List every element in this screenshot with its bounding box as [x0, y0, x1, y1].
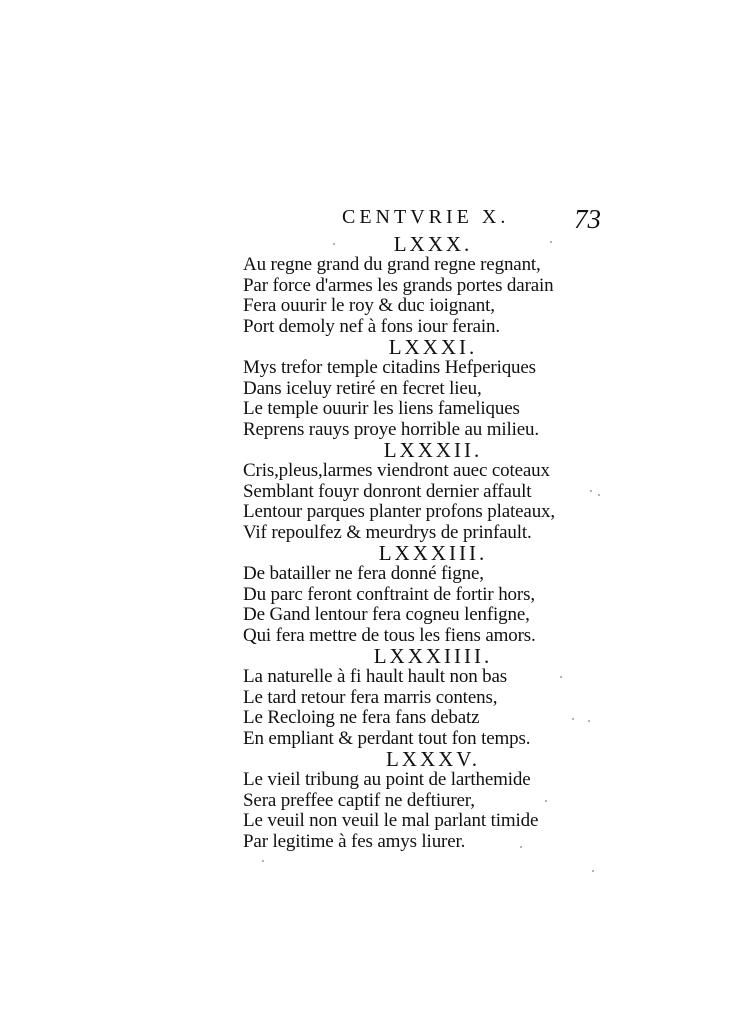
print-speck: [560, 676, 562, 678]
print-speck: [590, 490, 592, 492]
quatrain-numeral: LXXXII.: [383, 438, 483, 462]
quatrain-84: [243, 646, 603, 749]
verse-line: Du parc feront conftraint de fortir hors,: [243, 583, 535, 605]
verse-line: Semblant fouyr donront dernier affault: [243, 480, 532, 502]
verse-line: Cris,pleus,larmes viendront auec coteaux: [243, 460, 550, 481]
verse-line: En empliant & perdant tout fon temps.: [243, 727, 531, 749]
print-speck: [598, 494, 600, 496]
quatrain-85: [243, 749, 603, 852]
verse-line: De Gand lentour fera cogneu lenfigne,: [243, 604, 530, 625]
verse-line: Dans iceluy retiré en fecret lieu,: [243, 377, 482, 399]
verse-line: Fera ouurir le roy & duc ioignant,: [243, 295, 495, 316]
verse-line: Mys trefor temple citadins Hefperiques: [243, 357, 536, 378]
verse-line: La naturelle à fi hault hault non bas: [243, 666, 508, 687]
page-number: 73: [574, 204, 601, 234]
verse-line: Le temple ouurir les liens fameliques: [243, 398, 520, 419]
verse-line: Vif repoulfez & meurdrys de prinfault.: [243, 521, 532, 543]
verse-line: Le veuil non veuil le mal parlant timide: [243, 810, 539, 831]
verse-line: Le Recloing ne fera fans debatz: [243, 707, 480, 728]
print-speck: [588, 720, 590, 722]
print-speck: [262, 860, 264, 862]
print-speck: [520, 846, 522, 848]
quatrain-83: [243, 543, 603, 646]
print-speck: [572, 718, 574, 720]
quatrain-numeral: LXXX.: [393, 232, 473, 256]
verse-line: Au regne grand du grand regne regnant,: [243, 254, 541, 275]
print-speck: [550, 241, 552, 243]
verse-line: Reprens rauys proye horrible au milieu.: [243, 418, 539, 440]
quatrain-numeral: LXXXV.: [385, 747, 481, 771]
verse-line: Le vieil tribung au point de larthemide: [243, 769, 531, 790]
quatrain-81: [243, 337, 603, 440]
quatrain-numeral: LXXXI.: [388, 335, 478, 359]
quatrain-82: [243, 440, 603, 543]
verse-line: Par force d'armes les grands portes darain: [243, 274, 554, 296]
print-speck: [333, 243, 335, 245]
quatrain-numeral: LXXXIII.: [378, 541, 488, 565]
quatrain-80: [243, 234, 603, 337]
verse-line: Qui fera mettre de tous les fiens amors.: [243, 624, 536, 646]
running-title: CENTVRIE X.: [342, 206, 510, 228]
verse-line: Le tard retour fera marris contens,: [243, 686, 498, 708]
verse-line: Port demoly nef à fons iour ferain.: [243, 315, 500, 337]
quatrain-numeral: LXXXIIII.: [373, 644, 493, 668]
verse-line: Lentour parques planter profons plateaux,: [243, 501, 555, 522]
verse-line: Sera preffee captif ne deftiurer,: [243, 789, 475, 811]
verse-line: De batailler ne fera donné figne,: [243, 563, 484, 584]
print-speck: [592, 870, 594, 872]
verse-line: Par legitime à fes amys liurer.: [243, 830, 466, 852]
print-speck: [545, 800, 547, 802]
